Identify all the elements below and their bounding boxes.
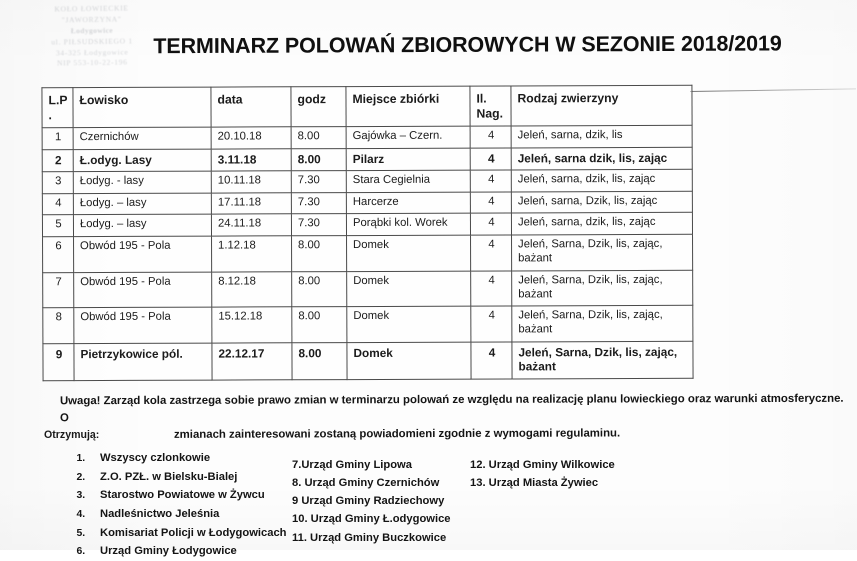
cell-rodzaj: Jeleń, Sarna, Dzik, lis, zając, bażant: [512, 270, 693, 306]
disclaimer-note-line-1: Uwaga! Zarząd kola zastrzega sobie prawo zmian w terminarzu polowań ze względu na realizację planu lowieckiego oraz warunki atmosferyczne. O: [59, 392, 844, 425]
recipient-item: 8. Urząd Gminy Czernichów: [292, 477, 440, 490]
recipient-item: 13. Urząd Miasta Żywiec: [470, 477, 599, 490]
cell-nagonka: 4: [471, 235, 512, 271]
cell-godz: 8.00: [292, 343, 347, 380]
cell-data: 20.10.18: [211, 127, 291, 149]
cell-lowisko: Łodyg. – lasy: [73, 215, 211, 237]
cell-nagonka: 4: [471, 306, 512, 342]
recipients-column-3: [470, 456, 650, 492]
cell-godz: 8.00: [292, 236, 347, 272]
table-header-row: [42, 85, 692, 127]
cell-nagonka: 4: [470, 192, 511, 214]
cell-data: 3.11.18: [211, 148, 291, 171]
cell-miejsce: Harcerze: [346, 192, 470, 214]
cell-data: 15.12.18: [212, 307, 292, 343]
recipient-item: 11. Urząd Gminy Buczkowice: [292, 531, 447, 544]
cell-lp: 2: [42, 149, 73, 172]
recipient-item: 12. Urząd Gminy Wilkowice: [470, 459, 615, 471]
cell-data: 24.11.18: [211, 214, 291, 236]
hunting-schedule-table: [41, 85, 693, 381]
cell-miejsce: Stara Cegielnia: [346, 170, 470, 192]
table-row: [43, 235, 693, 273]
recipients-list-1: [62, 449, 312, 560]
cell-lowisko: Obwód 195 - Pola: [74, 236, 212, 272]
cell-lowisko: Pietrzykowice pól.: [74, 343, 212, 380]
cell-nagonka: 4: [471, 342, 512, 379]
letterhead-line-2: "JAWORZYNA": [61, 14, 122, 25]
cell-miejsce: Domek: [347, 235, 471, 271]
recipients-column-2: [292, 456, 472, 547]
table-row: [42, 125, 692, 149]
column-header-lowisko: Łowisko: [73, 87, 211, 127]
cell-miejsce: Domek: [347, 342, 471, 379]
cell-nagonka: 4: [470, 147, 511, 170]
recipients-label: Otrzymują:: [44, 429, 100, 441]
recipient-item: 2. Z.O. PZŁ. w Bielsku-Bialej: [88, 468, 312, 486]
letterhead-line-5: 34-325 Łodygowice: [55, 46, 129, 58]
cell-lowisko: Łodyg. – lasy: [73, 193, 211, 215]
column-header-data: data: [211, 87, 291, 127]
column-header-lp: L.P .: [42, 88, 73, 128]
cell-lp: 8: [43, 308, 74, 344]
cell-rodzaj: Jeleń, sarna, dzik, lis, zając: [511, 169, 692, 191]
cell-lp: 7: [43, 272, 74, 308]
letterhead-line-4: ul. PIŁSUDSKIEGO 1: [51, 36, 133, 47]
cell-data: 1.12.18: [212, 236, 292, 272]
cell-lp: 9: [43, 344, 74, 381]
cell-lp: 3: [42, 172, 73, 194]
cell-godz: 8.00: [291, 126, 346, 148]
cell-rodzaj: Jeleń, sarna, Dzik, lis, zając: [511, 191, 692, 213]
cell-godz: 8.00: [292, 307, 347, 343]
cell-nagonka: 4: [470, 126, 511, 148]
cell-miejsce: Domek: [347, 271, 471, 307]
cell-nagonka: 4: [470, 213, 511, 235]
cell-data: 22.12.17: [212, 343, 292, 380]
schedule-table-body: [42, 125, 693, 380]
column-header-nagonka-line2: Nag.: [476, 106, 503, 121]
recipient-item: 10. Urząd Gminy Ł.odygowice: [292, 513, 451, 526]
letterhead-line-6: NIP 553-10-22-196: [56, 57, 128, 68]
cell-rodzaj: Jeleń, Sarna, Dzik, lis, zając, bażant: [512, 341, 693, 378]
cell-lowisko: Ł.odyg. Lasy: [73, 149, 211, 172]
column-header-godz: godz: [291, 87, 346, 127]
schedule-table-container: [41, 85, 692, 381]
letterhead-line-3: Łodygowice: [70, 25, 114, 36]
table-row: [42, 213, 692, 237]
cell-lowisko: Łodyg. - lasy: [73, 171, 211, 193]
recipient-item: 9 Urząd Gminy Radziechowy: [292, 495, 445, 508]
disclaimer-note: [52, 391, 852, 445]
recipient-item: 6. Urząd Gminy Łodygowice: [88, 542, 312, 560]
cell-godz: 8.00: [292, 271, 347, 307]
recipients-column-1: [62, 449, 312, 561]
cell-godz: 8.00: [291, 148, 346, 171]
cell-miejsce: Gajówka – Czern.: [346, 126, 470, 148]
cell-rodzaj: Jeleń, sarna dzik, lis, zając: [511, 147, 692, 170]
cell-lp: 6: [43, 237, 74, 273]
cell-nagonka: 4: [470, 170, 511, 192]
table-row: [43, 270, 693, 308]
cell-lp: 5: [42, 215, 73, 237]
cell-lp: 4: [42, 193, 73, 215]
cell-godz: 7.30: [291, 214, 346, 236]
recipient-item: 3. Starostwo Powiatowe w Żywcu: [88, 486, 312, 504]
table-row: [43, 306, 693, 344]
recipient-item: 5. Komisariat Policji w Łodygowicach: [88, 524, 312, 542]
cell-miejsce: Domek: [347, 306, 471, 342]
table-row: [42, 191, 692, 215]
cell-godz: 7.30: [291, 192, 346, 214]
cell-data: 17.11.18: [211, 192, 291, 214]
cell-data: 8.12.18: [212, 272, 292, 308]
column-header-nagonka-line1: Il.: [476, 91, 487, 106]
cell-lowisko: Czernichów: [73, 127, 211, 149]
column-header-nagonka: [470, 86, 511, 126]
recipient-item: 4. Nadleśnictwo Jeleśnia: [88, 505, 312, 523]
cell-lowisko: Obwód 195 - Pola: [74, 272, 212, 308]
cell-lp: 1: [42, 127, 73, 149]
table-row: [42, 147, 692, 172]
cell-miejsce: Pilarz: [346, 148, 470, 171]
page-title: TERMINARZ POLOWAŃ ZBIOROWYCH W SEZONIE 2018/2019: [153, 31, 782, 59]
cell-godz: 7.30: [291, 171, 346, 193]
column-header-miejsce: Miejsce zbiórki: [346, 86, 470, 126]
cell-rodzaj: Jeleń, sarna, dzik, lis: [511, 125, 692, 147]
recipient-item: 7.Urząd Gminy Lipowa: [292, 459, 412, 471]
cell-rodzaj: Jeleń, sarna, dzik, lis, zając: [511, 213, 692, 235]
cell-nagonka: 4: [471, 271, 512, 307]
cell-rodzaj: Jeleń, Sarna, Dzik, lis, zając, bażant: [512, 235, 693, 271]
recipient-item: 1. Wszyscy czlonkowie: [88, 449, 312, 467]
column-header-rodzaj: Rodzaj zwierzyny: [511, 85, 692, 125]
table-row: [42, 169, 692, 193]
cell-lowisko: Obwód 195 - Pola: [74, 307, 212, 343]
letterhead-line-1: KOŁO ŁOWIECKIE: [54, 3, 129, 14]
cell-data: 10.11.18: [211, 171, 291, 193]
disclaimer-note-line-2: zmianach zainteresowani zostaną powiadomieni zgodnie z wymogami regulaminu.: [173, 427, 621, 442]
cell-miejsce: Porąbki kol. Worek: [346, 214, 470, 236]
cell-rodzaj: Jeleń, Sarna, Dzik, lis, zając, bażant: [512, 306, 693, 342]
table-row: [43, 341, 693, 380]
